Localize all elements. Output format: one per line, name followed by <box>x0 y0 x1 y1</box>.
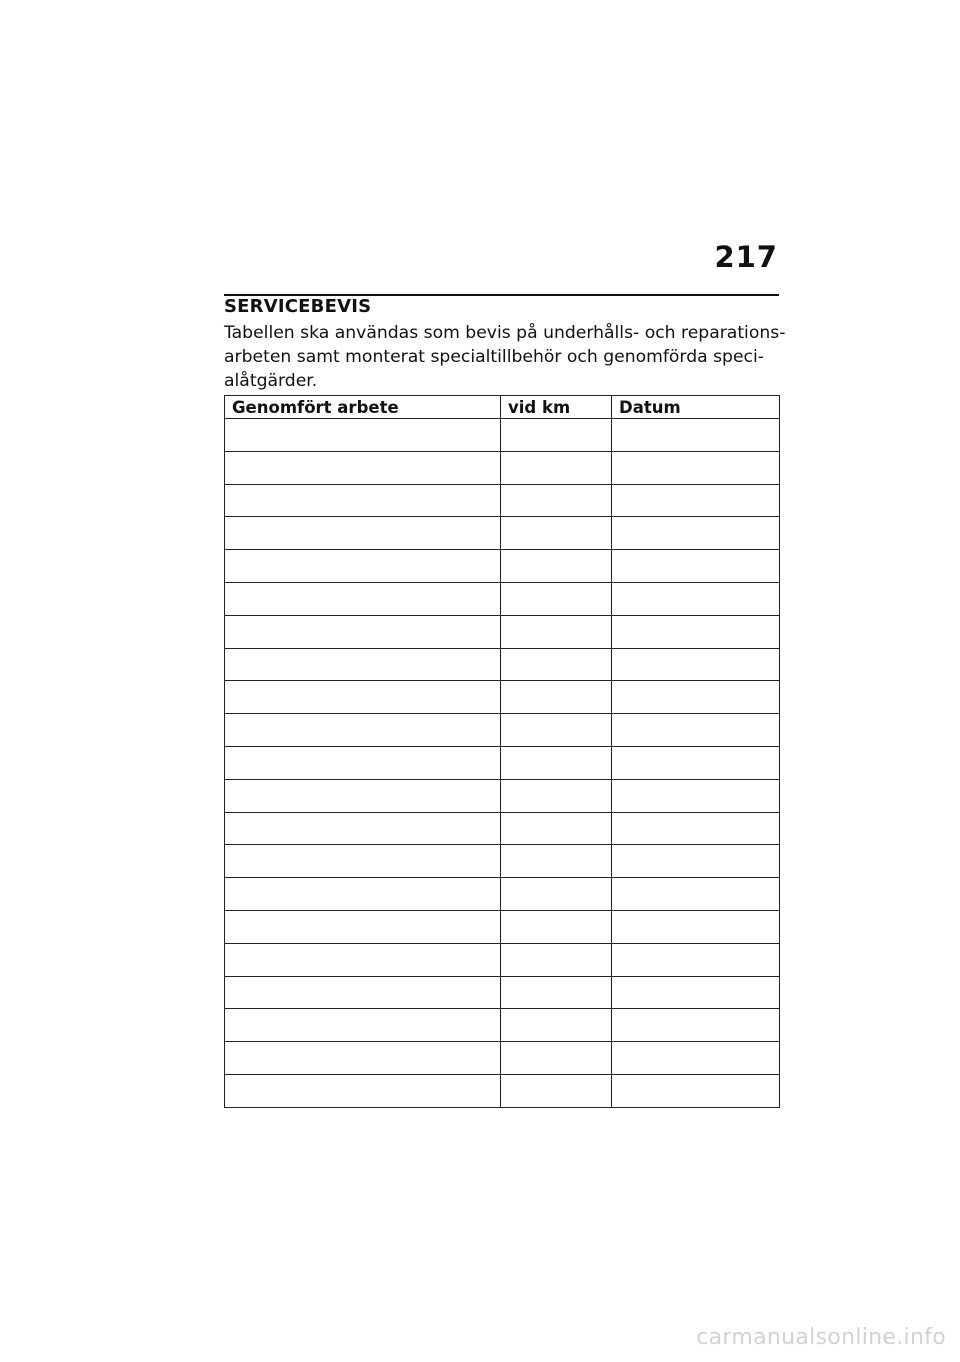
table-body <box>225 419 780 1108</box>
cell-date[interactable] <box>612 878 780 911</box>
table-row <box>225 812 780 845</box>
cell-work-performed[interactable] <box>225 845 501 878</box>
service-record-table <box>224 395 780 1108</box>
cell-work-performed[interactable] <box>225 582 501 615</box>
cell-date[interactable] <box>612 976 780 1009</box>
cell-km[interactable] <box>501 845 612 878</box>
cell-date[interactable] <box>612 550 780 583</box>
cell-work-performed[interactable] <box>225 1042 501 1075</box>
intro-line: arbeten samt monterat specialtillbehör och genomförda speci- <box>224 347 764 367</box>
cell-date[interactable] <box>612 615 780 648</box>
cell-date[interactable] <box>612 845 780 878</box>
cell-date[interactable] <box>612 517 780 550</box>
table-row <box>225 681 780 714</box>
cell-date[interactable] <box>612 779 780 812</box>
header-km: vid km <box>501 396 612 419</box>
cell-work-performed[interactable] <box>225 1009 501 1042</box>
cell-date[interactable] <box>612 1042 780 1075</box>
cell-date[interactable] <box>612 943 780 976</box>
cell-km[interactable] <box>501 648 612 681</box>
cell-km[interactable] <box>501 615 612 648</box>
cell-work-performed[interactable] <box>225 943 501 976</box>
table-row <box>225 582 780 615</box>
cell-date[interactable] <box>612 910 780 943</box>
header-date: Datum <box>612 396 780 419</box>
section-title: SERVICEBEVIS <box>224 296 372 317</box>
cell-work-performed[interactable] <box>225 517 501 550</box>
cell-km[interactable] <box>501 812 612 845</box>
table-row <box>225 517 780 550</box>
intro-line: Tabellen ska användas som bevis på underhålls- och reparations- <box>224 323 786 343</box>
cell-km[interactable] <box>501 550 612 583</box>
cell-work-performed[interactable] <box>225 976 501 1009</box>
cell-date[interactable] <box>612 746 780 779</box>
cell-date[interactable] <box>612 1074 780 1107</box>
cell-work-performed[interactable] <box>225 550 501 583</box>
cell-km[interactable] <box>501 714 612 747</box>
table-row <box>225 910 780 943</box>
cell-km[interactable] <box>501 1042 612 1075</box>
cell-work-performed[interactable] <box>225 451 501 484</box>
cell-date[interactable] <box>612 582 780 615</box>
cell-work-performed[interactable] <box>225 779 501 812</box>
table-row <box>225 845 780 878</box>
cell-km[interactable] <box>501 451 612 484</box>
table-row <box>225 451 780 484</box>
cell-km[interactable] <box>501 943 612 976</box>
cell-km[interactable] <box>501 910 612 943</box>
intro-line: alåtgärder. <box>224 371 318 391</box>
table-row <box>225 1009 780 1042</box>
table-row <box>225 648 780 681</box>
intro-paragraph <box>224 321 786 393</box>
cell-work-performed[interactable] <box>225 648 501 681</box>
cell-km[interactable] <box>501 779 612 812</box>
cell-work-performed[interactable] <box>225 681 501 714</box>
table-row <box>225 550 780 583</box>
cell-work-performed[interactable] <box>225 746 501 779</box>
table-row <box>225 484 780 517</box>
cell-date[interactable] <box>612 419 780 452</box>
watermark: carmanualsonline.info <box>696 1325 946 1350</box>
cell-km[interactable] <box>501 419 612 452</box>
cell-work-performed[interactable] <box>225 484 501 517</box>
table-row <box>225 779 780 812</box>
cell-km[interactable] <box>501 517 612 550</box>
table-header-row <box>225 396 780 419</box>
cell-work-performed[interactable] <box>225 1074 501 1107</box>
cell-date[interactable] <box>612 484 780 517</box>
cell-km[interactable] <box>501 746 612 779</box>
cell-work-performed[interactable] <box>225 878 501 911</box>
table-row <box>225 943 780 976</box>
cell-work-performed[interactable] <box>225 812 501 845</box>
cell-km[interactable] <box>501 976 612 1009</box>
table-row <box>225 615 780 648</box>
cell-km[interactable] <box>501 484 612 517</box>
table-row <box>225 1042 780 1075</box>
cell-date[interactable] <box>612 1009 780 1042</box>
table-row <box>225 878 780 911</box>
cell-work-performed[interactable] <box>225 910 501 943</box>
table-row <box>225 714 780 747</box>
table-row <box>225 1074 780 1107</box>
cell-date[interactable] <box>612 648 780 681</box>
cell-work-performed[interactable] <box>225 419 501 452</box>
header-work-performed: Genomfört arbete <box>225 396 501 419</box>
cell-km[interactable] <box>501 1009 612 1042</box>
cell-date[interactable] <box>612 812 780 845</box>
cell-km[interactable] <box>501 1074 612 1107</box>
cell-km[interactable] <box>501 681 612 714</box>
table-row <box>225 419 780 452</box>
cell-km[interactable] <box>501 878 612 911</box>
cell-km[interactable] <box>501 582 612 615</box>
cell-date[interactable] <box>612 451 780 484</box>
table-row <box>225 746 780 779</box>
cell-work-performed[interactable] <box>225 714 501 747</box>
page-number: 217 <box>714 240 778 274</box>
cell-work-performed[interactable] <box>225 615 501 648</box>
cell-date[interactable] <box>612 681 780 714</box>
table-row <box>225 976 780 1009</box>
cell-date[interactable] <box>612 714 780 747</box>
